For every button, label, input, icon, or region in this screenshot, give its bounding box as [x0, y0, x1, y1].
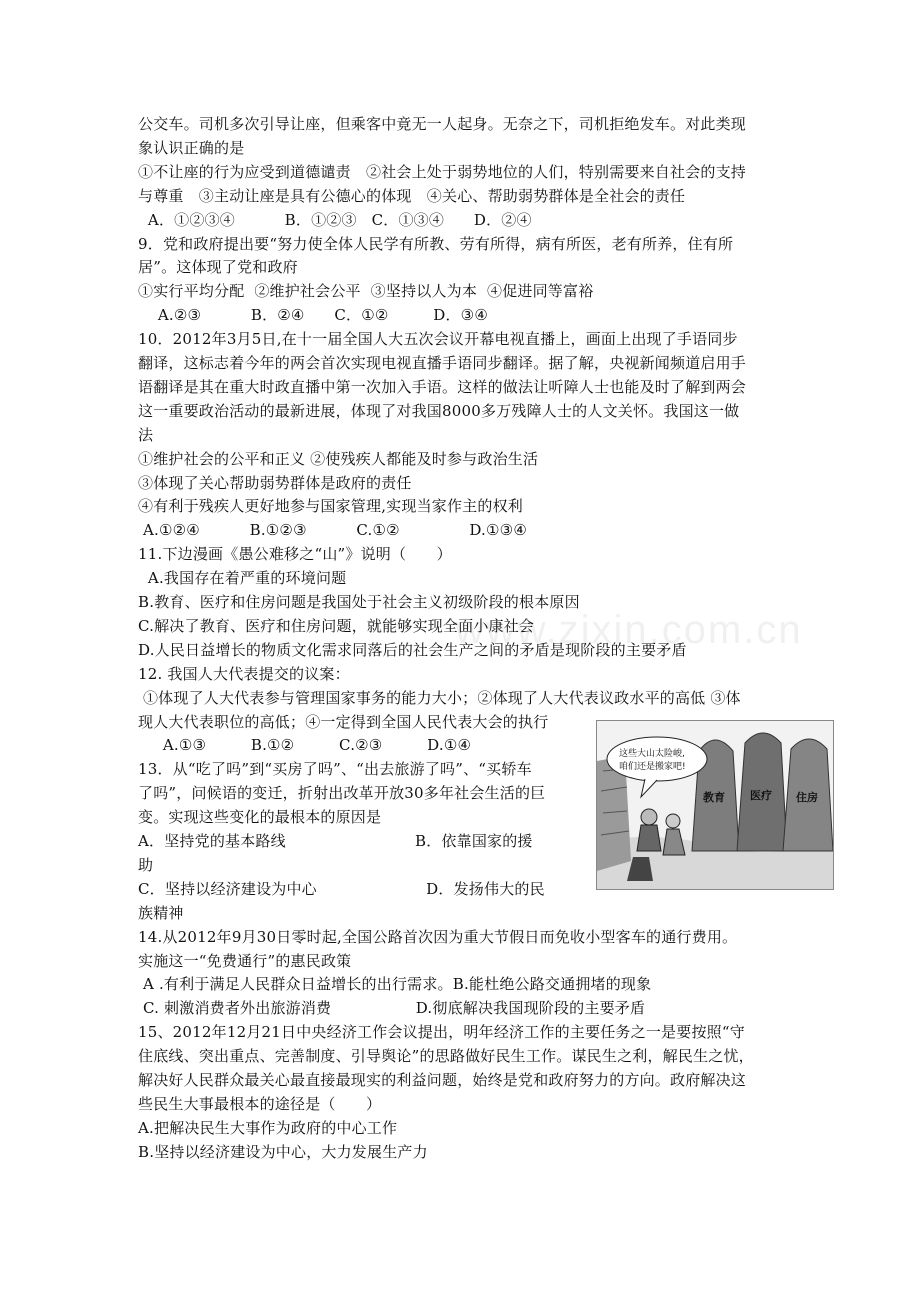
text-line: 11.下边漫画《愚公难移之“山”》说明（ ）: [138, 545, 452, 564]
mountain-label-housing: 住房: [796, 791, 818, 804]
text-line: ④有利于残疾人更好地参与国家管理,实现当家作主的权利: [138, 497, 523, 516]
mountain-label-education: 教育: [703, 791, 725, 804]
text-line: 14.从2012年9月30日零时起,全国公路首次因为重大节假日而免收小型客车的通行费用。: [138, 927, 738, 946]
text-line: 这一重要政治活动的最新进展，体现了对我国8000多万残障人士的人文关怀。我国这一做: [138, 401, 740, 420]
text-line: B.教育、医疗和住房问题是我国处于社会主义初级阶段的根本原因: [138, 593, 580, 611]
text-line: 9．党和政府提出要“努力使全体人民学有所教、劳有所得，病有所医，老有所养，住有所: [138, 234, 734, 253]
text-line: 住底线、突出重点、完善制度、引导舆论”的思路做好民生工作。谋民生之利，解民生之忧，: [138, 1047, 754, 1066]
text-line: 10．2012年3月5日,在十一届全国人大五次会议开幕电视直播上，画面上出现了手语同步: [138, 330, 738, 349]
text-line: D.人民日益增长的物质文化需求同落后的社会生产之间的矛盾是现阶段的主要矛盾: [138, 640, 687, 659]
text-line: 语翻译是其在重大时政直播中第一次加入手语。这样的做法让听障人士也能及时了解到两会: [138, 377, 747, 396]
text-line: 了吗”，问候语的变迁，折射出改革开放30多年社会生活的巨: [138, 784, 546, 803]
mountain-label-medical: 医疗: [750, 789, 772, 802]
text-line: 15、2012年12月21日中央经济工作会议提出，明年经济工作的主要任务之一是要按照“守: [138, 1023, 745, 1042]
text-line: 现人大代表职位的高低；④一定得到全国人民代表大会的执行: [138, 712, 549, 731]
text-line: 法: [138, 425, 154, 444]
text-line: C. 刺激消费者外出旅游消费 D.彻底解决我国现阶段的主要矛盾: [138, 999, 646, 1018]
text-line: 解决好人民群众最关心最直接最现实的利益问题，始终是党和政府努力的方向。政府解决这: [138, 1071, 747, 1089]
text-line: A .有利于满足人民群众日益增长的出行需求。B.能杜绝公路交通拥堵的现象: [138, 975, 652, 994]
text-line: A.①③ B.①② C.②③ D.①④: [138, 736, 472, 755]
text-line: C.解决了教育、医疗和住房问题，就能够实现全面小康社会: [138, 616, 535, 635]
cartoon-image: [596, 720, 834, 890]
text-line: 13．从“吃了吗”到“买房了吗”、“出去旅游了吗”、“买轿车: [138, 760, 532, 779]
text-line: ③体现了关心帮助弱势群体是政府的责任: [138, 473, 412, 492]
text-line: 翻译，这标志着今年的两会首次实现电视直播手语同步翻译。据了解，央视新闻频道启用手: [138, 354, 747, 372]
text-line: 实施这一“免费通行”的惠民政策: [138, 951, 352, 970]
text-line: A．①②③④ B．①②③ C．①③④ D．②④: [138, 210, 532, 229]
text-line: 象认识正确的是: [138, 138, 245, 157]
text-line: ①不让座的行为应受到道德谴责 ②社会上处于弱势地位的人们，特别需要来自社会的支持: [138, 162, 747, 181]
text-line: 变。实现这些变化的最根本的原因是: [138, 808, 382, 827]
watermark: www.zixin.com.cn: [455, 608, 803, 652]
text-line: ①维护社会的公平和正义 ②使残疾人都能及时参与政治生活: [138, 449, 539, 468]
text-line: A.我国存在着严重的环境问题: [138, 569, 347, 588]
text-line: ①体现了人大代表参与管理国家事务的能力大小；②体现了人大代表议政水平的高低 ③体: [138, 688, 741, 707]
text-line: ①实行平均分配 ②维护社会公平 ③坚持以人为本 ④促进同等富裕: [138, 282, 594, 301]
text-line: B.坚持以经济建设为中心，大力发展生产力: [138, 1142, 428, 1161]
text-line: 与尊重 ③主动让座是具有公德心的体现 ④关心、帮助弱势群体是全社会的责任: [138, 186, 686, 205]
bubble-line-1: 这些大山太险峻,: [619, 749, 685, 759]
text-line: 居”。这体现了党和政府: [138, 258, 298, 277]
text-line: A．坚持党的基本路线 B．依靠国家的援: [138, 832, 533, 850]
text-line: A.②③ B．②④ C．①② D．③④: [138, 306, 488, 325]
text-line: 些民生大事最根本的途径是（ ）: [138, 1094, 382, 1113]
text-line: 族精神: [138, 903, 184, 922]
bubble-line-2: 咱们还是搬家吧!: [619, 762, 686, 772]
text-line: A.①②④ B.①②③ C.①② D.①③④: [138, 521, 527, 540]
text-line: 12. 我国人大代表提交的议案：: [138, 664, 350, 683]
text-line: C．坚持以经济建设为中心 D．发扬伟大的民: [138, 879, 545, 898]
text-line: 公交车。司机多次引导让座，但乘客中竟无一人起身。无奈之下，司机拒绝发车。对此类现: [138, 115, 747, 133]
text-line: A.把解决民生大事作为政府的中心工作: [138, 1118, 398, 1137]
text-line: 助: [138, 855, 154, 874]
